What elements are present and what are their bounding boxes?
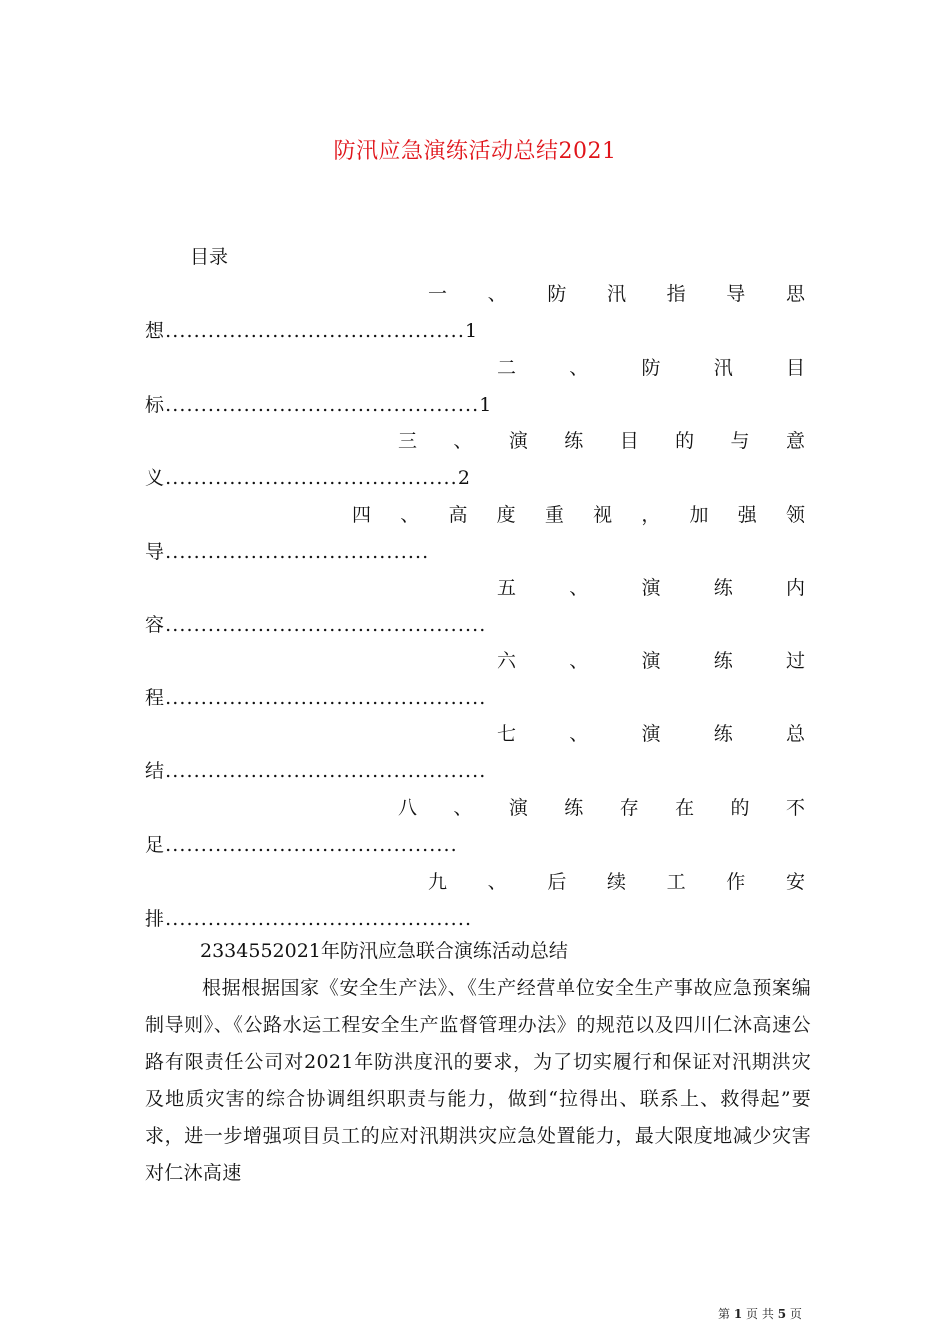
toc-char: 、 [569, 357, 589, 379]
toc-entry[interactable] [145, 423, 805, 497]
toc-char: 演 [641, 577, 661, 599]
toc-char: 在 [675, 797, 695, 819]
toc-char: 五 [497, 577, 517, 599]
toc-char: 演 [641, 723, 661, 745]
footer-suffix: 页 [789, 1307, 802, 1321]
toc-char: 过 [785, 650, 805, 672]
toc-char: 目 [619, 430, 639, 452]
toc-entry-title [145, 864, 805, 900]
footer-page-number: 1 [733, 1307, 743, 1321]
toc-char: 、 [400, 504, 420, 526]
toc-char: 二 [497, 357, 517, 379]
toc-entry[interactable] [145, 350, 805, 424]
toc-entry-leader: 义.........................................2 [145, 467, 472, 489]
toc-char: 安 [785, 871, 805, 893]
toc-entry-leader: 导..................................... [145, 541, 430, 563]
toc-char: 后 [547, 871, 567, 893]
toc-char: 练 [564, 797, 584, 819]
toc-heading: 目录 [190, 246, 229, 268]
section-title: 2334552021年防汛应急联合演练活动总结 [200, 940, 568, 962]
toc-char: 演 [508, 430, 528, 452]
toc-entry-leader: 结............................................. [145, 760, 487, 782]
toc-char: 、 [453, 797, 473, 819]
toc-entry[interactable] [145, 276, 805, 350]
toc-entry-title [145, 276, 805, 312]
toc-char: 领 [785, 504, 805, 526]
toc-char: 练 [713, 577, 733, 599]
toc-char: 汛 [713, 357, 733, 379]
toc-char: 防 [547, 283, 567, 305]
toc-entry[interactable] [145, 497, 805, 571]
toc-char: 工 [666, 871, 686, 893]
toc-char: 八 [398, 797, 418, 819]
toc-entry[interactable] [145, 643, 805, 717]
toc-entry-leader: 想..........................................1 [145, 320, 479, 342]
toc-char: 视 [593, 504, 613, 526]
toc-entry-title [145, 423, 805, 459]
toc-char: 强 [737, 504, 757, 526]
toc-char: 的 [675, 430, 695, 452]
toc-entry-leader: 标............................................1 [145, 394, 493, 416]
toc-char: 指 [666, 283, 686, 305]
toc-char: 内 [785, 577, 805, 599]
toc-char: 九 [428, 871, 448, 893]
toc-char: 的 [730, 797, 750, 819]
toc-char: 四 [352, 504, 372, 526]
toc-char: 重 [544, 504, 564, 526]
toc-char: 练 [713, 650, 733, 672]
toc-entry-title [145, 497, 805, 533]
toc-char: 总 [785, 723, 805, 745]
toc-char: 思 [785, 283, 805, 305]
toc-entry[interactable] [145, 716, 805, 790]
toc-entry-title [145, 570, 805, 606]
toc-entry-title [145, 790, 805, 826]
toc-entry-title [145, 350, 805, 386]
toc-char: 汛 [606, 283, 626, 305]
toc-char: 度 [496, 504, 516, 526]
toc-char: 六 [497, 650, 517, 672]
toc-char: 一 [428, 283, 448, 305]
toc-entry-leader: 足......................................... [145, 834, 458, 856]
toc-char: 、 [569, 723, 589, 745]
toc-char: 演 [641, 650, 661, 672]
toc-char: 、 [487, 283, 507, 305]
page-footer [718, 1305, 802, 1322]
toc-char: 练 [713, 723, 733, 745]
toc-entry[interactable] [145, 790, 805, 864]
toc-char: 防 [641, 357, 661, 379]
toc-entry-title [145, 643, 805, 679]
toc-entry-leader: 程............................................. [145, 687, 487, 709]
toc-char: 不 [785, 797, 805, 819]
footer-prefix: 第 [718, 1307, 731, 1321]
toc-char: 、 [569, 650, 589, 672]
toc-char: 作 [726, 871, 746, 893]
toc-char: 导 [726, 283, 746, 305]
body-paragraph: 根据根据国家《安全生产法》、《生产经营单位安全生产事故应急预案编制导则》、《公路水运工程安全生产监督管理办法》的规范以及四川仁沐高速公路有限责任公司对2021年防洪度汛的要求，为了切实履行和保证对汛期洪灾及地质灾害的综合协调组织职责与能力，做到“拉得出、联系上、救得起”要求，进一步增强项目员工的应对汛期洪灾应急处置能力，最大限度地减少灾害对仁沐高速 [145, 977, 811, 1184]
toc-char: 、 [569, 577, 589, 599]
toc-entry[interactable] [145, 570, 805, 644]
toc-char: 三 [398, 430, 418, 452]
footer-total-pages: 5 [777, 1307, 787, 1321]
toc-char: 七 [497, 723, 517, 745]
toc-char: 目 [785, 357, 805, 379]
toc-char: ， [641, 504, 661, 526]
footer-middle: 页 共 [746, 1307, 774, 1321]
toc-char: 高 [448, 504, 468, 526]
toc-char: 存 [619, 797, 639, 819]
toc-entry-leader: 容............................................. [145, 614, 487, 636]
toc-char: 与 [730, 430, 750, 452]
toc-entry-title [145, 716, 805, 752]
toc-char: 意 [785, 430, 805, 452]
toc-char: 、 [453, 430, 473, 452]
document-title: 防汛应急演练活动总结2021 [333, 139, 617, 164]
toc-char: 续 [606, 871, 626, 893]
toc-entry-leader: 排........................................... [145, 908, 473, 930]
toc-char: 、 [487, 871, 507, 893]
toc-entry[interactable] [145, 864, 805, 938]
toc-char: 加 [689, 504, 709, 526]
toc-char: 练 [564, 430, 584, 452]
toc-char: 演 [508, 797, 528, 819]
